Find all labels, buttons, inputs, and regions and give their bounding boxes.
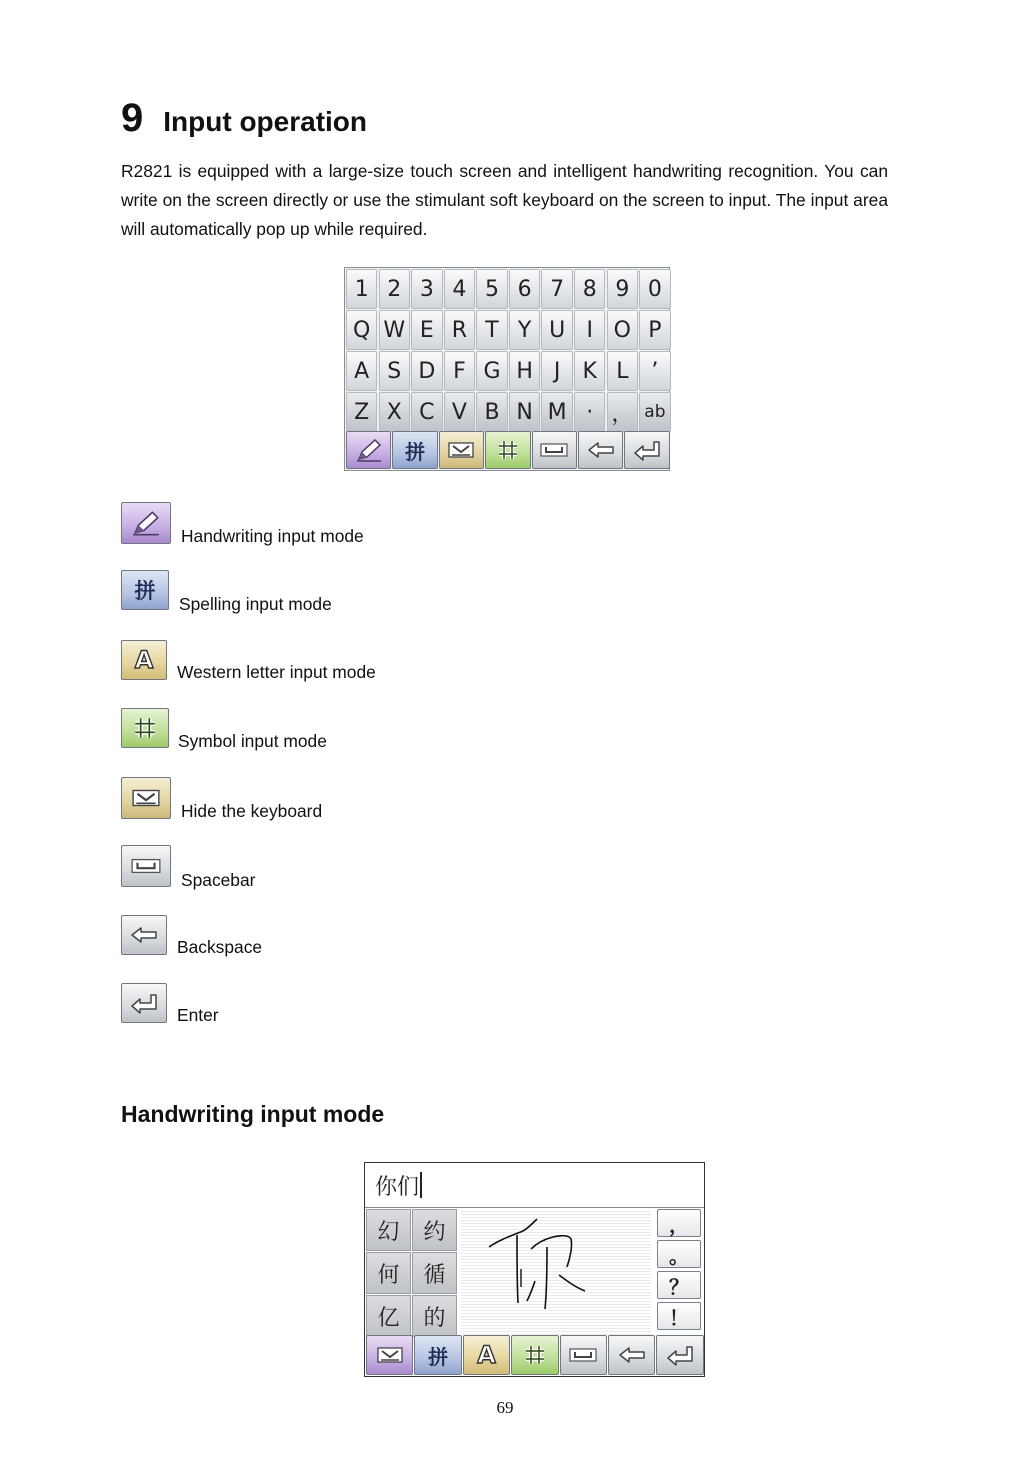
- chapter-heading: [121, 96, 367, 141]
- backspace-icon: [586, 440, 616, 460]
- intro-paragraph: R2821 is equipped with a large-size touch screen and intelligent handwriting recognition. You can write on the screen directly or use the stimulant soft keyboard on the screen to input. The input area will automatically pop up while required.: [121, 161, 888, 239]
- key[interactable]: 8: [574, 269, 605, 309]
- legend-label: Hide the keyboard: [181, 801, 323, 821]
- key[interactable]: ’: [639, 351, 670, 391]
- pinyin-mode-button[interactable]: [414, 1335, 461, 1375]
- hide-keyboard-button: [121, 777, 171, 819]
- enter-button[interactable]: [656, 1335, 703, 1375]
- spacebar-button[interactable]: [560, 1335, 607, 1375]
- handwriting-mode-button[interactable]: [346, 431, 391, 469]
- key[interactable]: 4: [444, 269, 475, 309]
- backspace-button[interactable]: [578, 431, 623, 469]
- pinyin-mode-button[interactable]: [392, 431, 437, 469]
- letter-a-icon: A: [477, 1341, 496, 1369]
- symbol-mode-button: [121, 708, 169, 748]
- hide-keyboard-button[interactable]: [366, 1335, 413, 1375]
- candidate-char[interactable]: 的: [412, 1295, 457, 1337]
- key[interactable]: 1: [346, 269, 377, 309]
- candidate-char[interactable]: 约: [412, 1209, 457, 1251]
- enter-icon: [632, 439, 662, 461]
- handwriting-panel-figure: [364, 1162, 705, 1377]
- section-heading: Handwriting input mode: [121, 1101, 385, 1127]
- key[interactable]: E: [411, 310, 442, 350]
- key[interactable]: F: [444, 351, 475, 391]
- key[interactable]: R: [444, 310, 475, 350]
- candidate-grid: [366, 1209, 457, 1337]
- legend-label: Symbol input mode: [178, 731, 327, 751]
- key[interactable]: L: [607, 351, 638, 391]
- legend-label: Backspace: [177, 937, 263, 957]
- handwriting-strokes: [461, 1209, 651, 1335]
- key[interactable]: 6: [509, 269, 540, 309]
- hash-icon: [496, 438, 520, 462]
- spacebar-icon: [568, 1346, 598, 1364]
- pinyin-icon: 拼: [134, 579, 156, 603]
- text-caret: [420, 1172, 422, 1198]
- keyboard-grid: [346, 269, 671, 432]
- chapter-title: Input operation: [163, 106, 368, 137]
- key[interactable]: Q: [346, 310, 377, 350]
- key[interactable]: 3: [411, 269, 442, 309]
- western-mode-button[interactable]: [463, 1335, 510, 1375]
- western-mode-button: [121, 640, 167, 680]
- key[interactable]: I: [574, 310, 605, 350]
- key[interactable]: M: [541, 392, 572, 432]
- hide-keyboard-button[interactable]: [439, 431, 484, 469]
- backspace-icon: [129, 925, 159, 945]
- punct-period-button[interactable]: 。: [657, 1240, 701, 1268]
- key[interactable]: ，: [607, 392, 638, 432]
- punct-question-button[interactable]: ？: [657, 1271, 701, 1299]
- key[interactable]: T: [476, 310, 507, 350]
- backspace-icon: [617, 1345, 647, 1365]
- enter-icon: [665, 1344, 695, 1366]
- key[interactable]: A: [346, 351, 377, 391]
- key[interactable]: Y: [509, 310, 540, 350]
- key[interactable]: N: [509, 392, 540, 432]
- pinyin-icon: 拼: [405, 439, 426, 464]
- chapter-number: 9: [121, 96, 144, 140]
- legend-label: Enter: [177, 1005, 219, 1025]
- key[interactable]: D: [411, 351, 442, 391]
- candidate-char[interactable]: 亿: [366, 1295, 411, 1337]
- key[interactable]: J: [541, 351, 572, 391]
- key[interactable]: 7: [541, 269, 572, 309]
- legend-label: Handwriting input mode: [181, 526, 364, 546]
- legend-label: Spacebar: [181, 870, 256, 890]
- candidate-char[interactable]: 何: [366, 1252, 411, 1294]
- pinyin-mode-button: [121, 570, 169, 610]
- candidate-char[interactable]: 循: [412, 1252, 457, 1294]
- key[interactable]: C: [411, 392, 442, 432]
- key[interactable]: O: [607, 310, 638, 350]
- handwriting-mode-button: [121, 502, 171, 544]
- hash-icon: [523, 1343, 547, 1367]
- enter-button[interactable]: [624, 431, 669, 469]
- hide-keyboard-icon: [447, 441, 475, 459]
- spacebar-button[interactable]: [532, 431, 577, 469]
- keyboard-function-row: [346, 431, 670, 469]
- key[interactable]: Z: [346, 392, 377, 432]
- key[interactable]: K: [574, 351, 605, 391]
- soft-keyboard-figure: [344, 267, 670, 471]
- key[interactable]: B: [476, 392, 507, 432]
- key[interactable]: U: [541, 310, 572, 350]
- key[interactable]: V: [444, 392, 475, 432]
- symbol-mode-button[interactable]: [485, 431, 530, 469]
- candidate-char[interactable]: 幻: [366, 1209, 411, 1251]
- key[interactable]: G: [476, 351, 507, 391]
- pencil-icon: [130, 509, 162, 537]
- key[interactable]: 2: [379, 269, 410, 309]
- hide-keyboard-icon: [376, 1346, 404, 1364]
- spacebar-button: [121, 845, 171, 887]
- key[interactable]: W: [379, 310, 410, 350]
- text-input-field[interactable]: [365, 1163, 704, 1208]
- spacebar-icon: [130, 856, 162, 876]
- key[interactable]: ab: [639, 392, 670, 432]
- key[interactable]: H: [509, 351, 540, 391]
- key[interactable]: 0: [639, 269, 670, 309]
- backspace-button: [121, 915, 167, 955]
- key[interactable]: S: [379, 351, 410, 391]
- handwriting-area[interactable]: [461, 1209, 651, 1335]
- page-number: 69: [496, 1398, 514, 1417]
- enter-icon: [129, 992, 159, 1014]
- key[interactable]: X: [379, 392, 410, 432]
- punct-exclaim-button[interactable]: ！: [657, 1302, 701, 1330]
- legend-label: Western letter input mode: [177, 662, 376, 682]
- symbol-mode-button[interactable]: [511, 1335, 558, 1375]
- key[interactable]: 5: [476, 269, 507, 309]
- spacebar-icon: [539, 441, 569, 459]
- key[interactable]: 9: [607, 269, 638, 309]
- hash-icon: [132, 715, 158, 741]
- enter-button: [121, 983, 167, 1023]
- pencil-icon: [354, 437, 384, 463]
- input-text: 你们: [375, 1174, 420, 1200]
- backspace-button[interactable]: [608, 1335, 655, 1375]
- letter-a-icon: A: [134, 646, 154, 674]
- pinyin-icon: 拼: [428, 1344, 449, 1369]
- punct-comma-button[interactable]: ，: [657, 1209, 701, 1237]
- key[interactable]: P: [639, 310, 670, 350]
- panel-function-row: [366, 1335, 704, 1375]
- key[interactable]: ·: [574, 392, 605, 432]
- hide-keyboard-icon: [131, 788, 161, 808]
- legend-label: Spelling input mode: [179, 594, 332, 614]
